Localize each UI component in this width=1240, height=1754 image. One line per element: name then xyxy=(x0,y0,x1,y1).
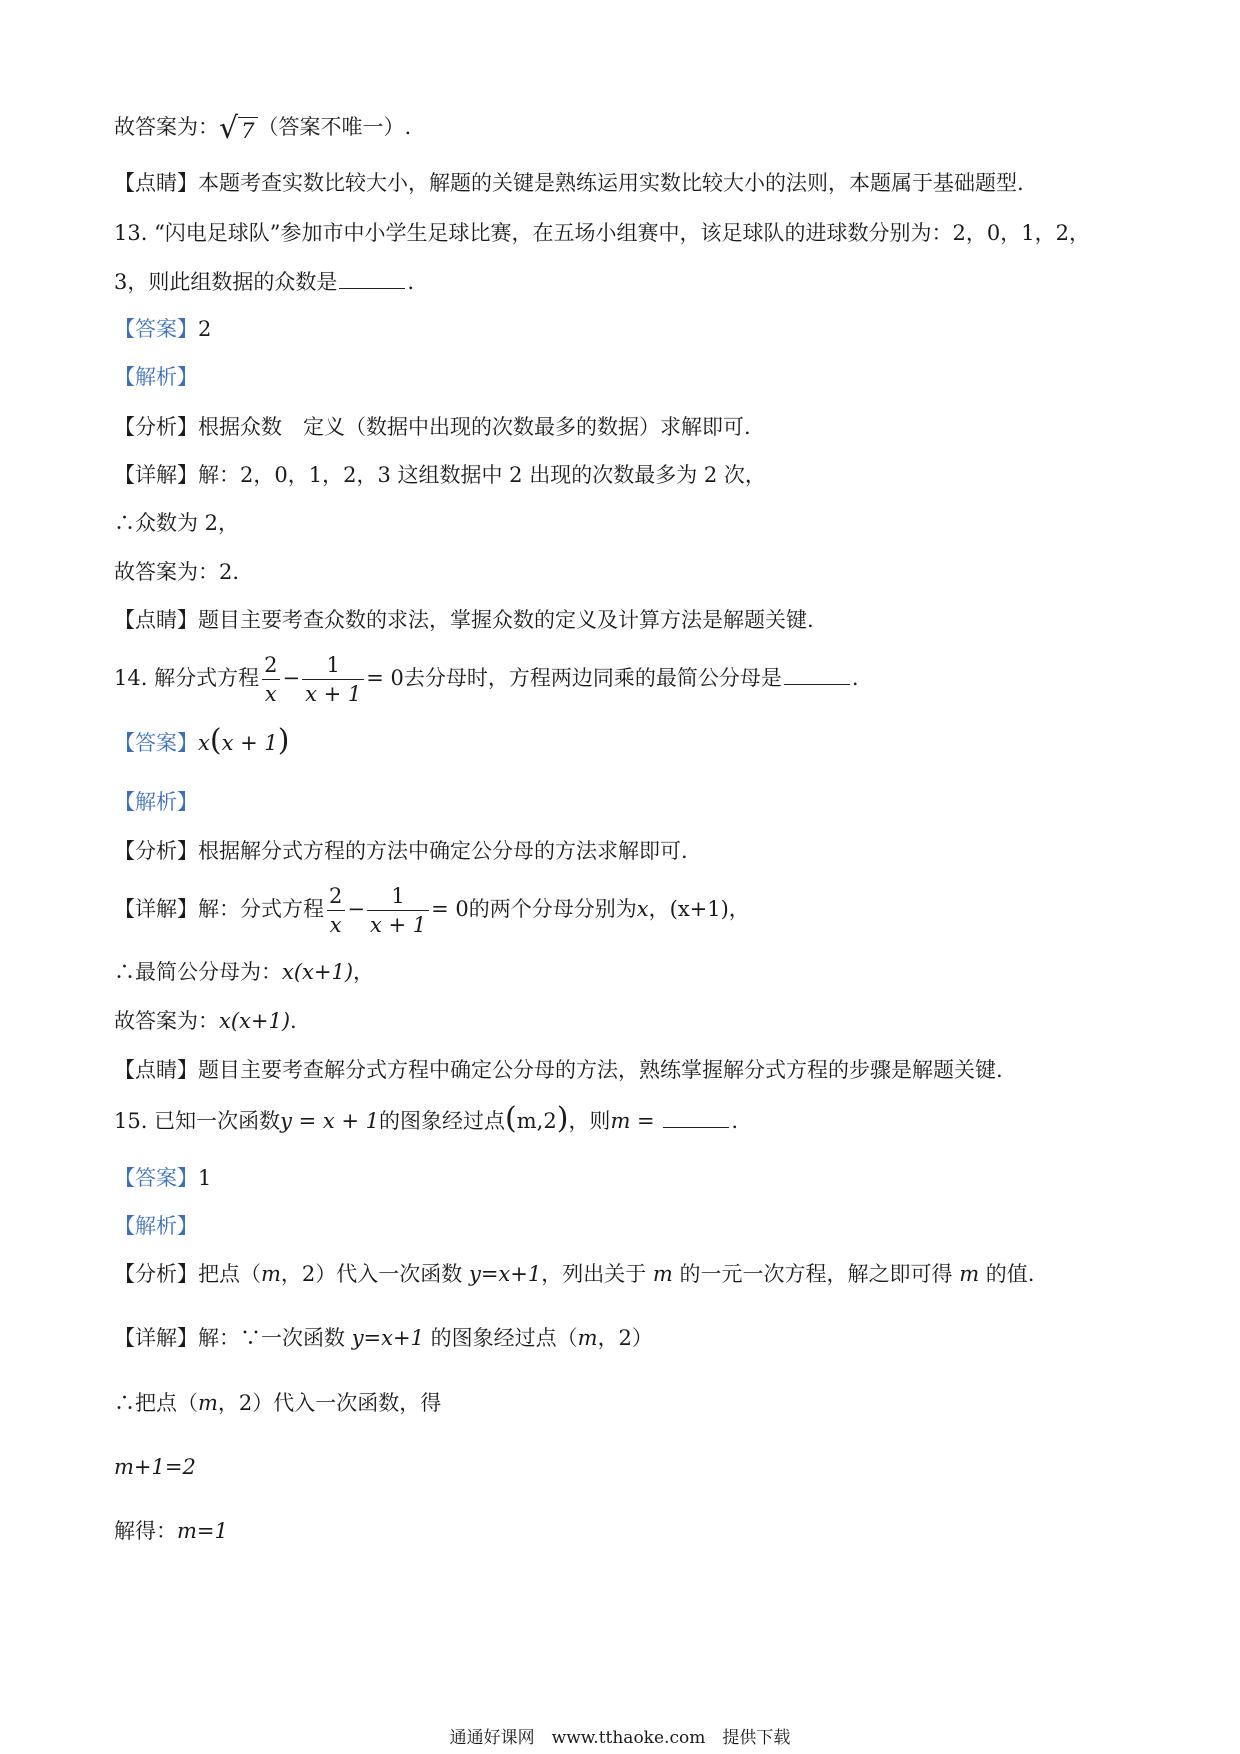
variable: m xyxy=(261,1262,281,1286)
variable: m xyxy=(198,1391,218,1415)
text: ，列出关于 xyxy=(541,1262,653,1286)
comment-14: 【点睛】题目主要考查解分式方程中确定公分母的方法，熟练掌握解分式方程的步骤是解题关键. xyxy=(114,1058,1003,1082)
answer-13 xyxy=(114,314,211,344)
function: y = x + 1 xyxy=(280,1109,380,1133)
answer-tag: 【答案】 xyxy=(114,731,198,755)
text: 【详解】解：分式方程 xyxy=(114,897,324,921)
step-15c xyxy=(114,1516,228,1546)
point: m,2 xyxy=(516,1109,557,1133)
comment-13: 【点睛】题目主要考查众数的求法，掌握众数的定义及计算方法是解题关键. xyxy=(114,608,814,632)
text: 的值. xyxy=(979,1262,1035,1286)
text: ∴最简公分母为： xyxy=(114,960,282,984)
text: ， xyxy=(353,960,375,984)
text: 14. 解分式方程 xyxy=(114,666,260,690)
sqrt-expression: √ 7 xyxy=(219,113,258,144)
text: 的图象经过点 xyxy=(379,1109,506,1133)
answer-14 xyxy=(114,723,290,758)
variable: x xyxy=(198,731,210,755)
question-14 xyxy=(114,648,859,708)
text: . xyxy=(851,666,859,690)
fraction xyxy=(367,882,429,939)
fraction xyxy=(326,882,345,939)
detail-13: 【详解】解：2，0，1，2，3 这组数据中 2 出现的次数最多为 2 次， xyxy=(114,463,766,487)
function: y=x+1 xyxy=(468,1262,542,1286)
text: . xyxy=(731,1109,738,1133)
step-14a xyxy=(114,957,374,987)
analysis-14: 【分析】根据解分式方程的方法中确定公分母的方法求解即可. xyxy=(114,839,688,863)
text: 【分析】把点（ xyxy=(114,1262,261,1286)
variable: m xyxy=(652,1262,673,1286)
variable: m xyxy=(610,1109,631,1133)
paren: ( xyxy=(505,1101,517,1136)
detail-14 xyxy=(114,879,750,939)
paren: ) xyxy=(277,723,290,758)
text: 15. 已知一次函数 xyxy=(114,1109,281,1133)
denominator: x xyxy=(262,679,280,708)
expression: x(x+1) xyxy=(219,1009,291,1033)
operator: − xyxy=(347,897,365,921)
text: ∴把点（ xyxy=(114,1391,198,1415)
step-15b: m+1=2 xyxy=(114,1455,196,1479)
question-15 xyxy=(114,1101,738,1136)
text: ，(x+1)， xyxy=(648,897,750,921)
text: 3，则此组数据的众数是 xyxy=(114,270,338,294)
equals: = 0 xyxy=(366,666,404,690)
analysis-tag-15: 【解析】 xyxy=(114,1214,198,1238)
numerator: 1 xyxy=(326,653,340,677)
answer-tag: 【答案】 xyxy=(114,317,198,341)
variable: m xyxy=(959,1262,980,1286)
analysis-13: 【分析】根据众数 定义（数据中出现的次数最多的数据）求解即可. xyxy=(114,415,751,439)
radicand: 7 xyxy=(238,117,257,144)
comment-12: 【点睛】本题考查实数比较大小，解题的关键是熟练运用实数比较大小的法则，本题属于基础题型. xyxy=(114,171,1024,195)
detail-15 xyxy=(114,1323,653,1353)
analysis-tag-13: 【解析】 xyxy=(114,365,198,389)
step-13a: ∴众数为 2， xyxy=(114,511,240,535)
equals: = 0 xyxy=(431,897,469,921)
analysis-15 xyxy=(114,1259,1034,1289)
text: ，2）代入一次函数 xyxy=(280,1262,469,1286)
text: 解得： xyxy=(114,1519,177,1543)
page-footer: 通通好课网 www.tthaoke.com 提供下载 xyxy=(449,1728,791,1748)
fraction xyxy=(302,651,364,708)
expression: x + 1 xyxy=(221,731,278,755)
fraction xyxy=(261,651,280,708)
equals: = xyxy=(630,1109,662,1133)
denominator: x xyxy=(327,910,345,939)
answer-blank xyxy=(663,1105,729,1128)
text: ，2） xyxy=(597,1326,653,1350)
analysis-tag-14: 【解析】 xyxy=(114,790,198,814)
answer-value: 2 xyxy=(198,317,212,341)
text: 的两个分母分别为 xyxy=(468,897,637,921)
answer-15 xyxy=(114,1163,211,1193)
answer-blank xyxy=(784,662,850,685)
text: 故答案为： xyxy=(114,1009,219,1033)
text: 【详解】解：∵一次函数 xyxy=(114,1326,352,1350)
step-13b: 故答案为：2. xyxy=(114,560,240,584)
paren: ) xyxy=(556,1101,569,1136)
operator: − xyxy=(282,666,301,690)
variable: x xyxy=(636,897,649,921)
numerator: 2 xyxy=(264,653,278,677)
paren: ( xyxy=(209,723,222,758)
text: . xyxy=(290,1009,297,1033)
question-13-line1: 13. “闪电足球队”参加市中小学生足球比赛，在五场小组赛中，该足球队的进球数分别为：2，0，1，2， xyxy=(114,221,1090,245)
numerator: 1 xyxy=(391,884,405,908)
step-15a xyxy=(114,1388,441,1418)
expression: m=1 xyxy=(177,1519,228,1543)
answer-line-12 xyxy=(114,112,411,144)
numerator: 2 xyxy=(329,884,343,908)
expression: x(x+1) xyxy=(282,960,354,984)
function: y=x+1 xyxy=(351,1326,424,1350)
text: （答案不唯一）. xyxy=(257,115,412,139)
answer-tag: 【答案】 xyxy=(114,1166,198,1190)
step-14b xyxy=(114,1006,297,1036)
text: . xyxy=(407,270,415,294)
text: 故答案为： xyxy=(114,115,219,139)
text: ，则 xyxy=(568,1109,611,1133)
answer-value: 1 xyxy=(198,1166,212,1190)
answer-blank xyxy=(339,266,405,289)
text: 的一元一次方程，解之即可得 xyxy=(672,1262,960,1286)
question-13-line2 xyxy=(114,266,414,297)
text: 的图象经过点（ xyxy=(423,1326,578,1350)
denominator: x + 1 xyxy=(302,679,364,708)
variable: m xyxy=(577,1326,598,1350)
text: ，2）代入一次函数，得 xyxy=(217,1391,442,1415)
text: 去分母时，方程两边同乘的最简公分母是 xyxy=(403,666,782,690)
denominator: x + 1 xyxy=(367,910,429,939)
